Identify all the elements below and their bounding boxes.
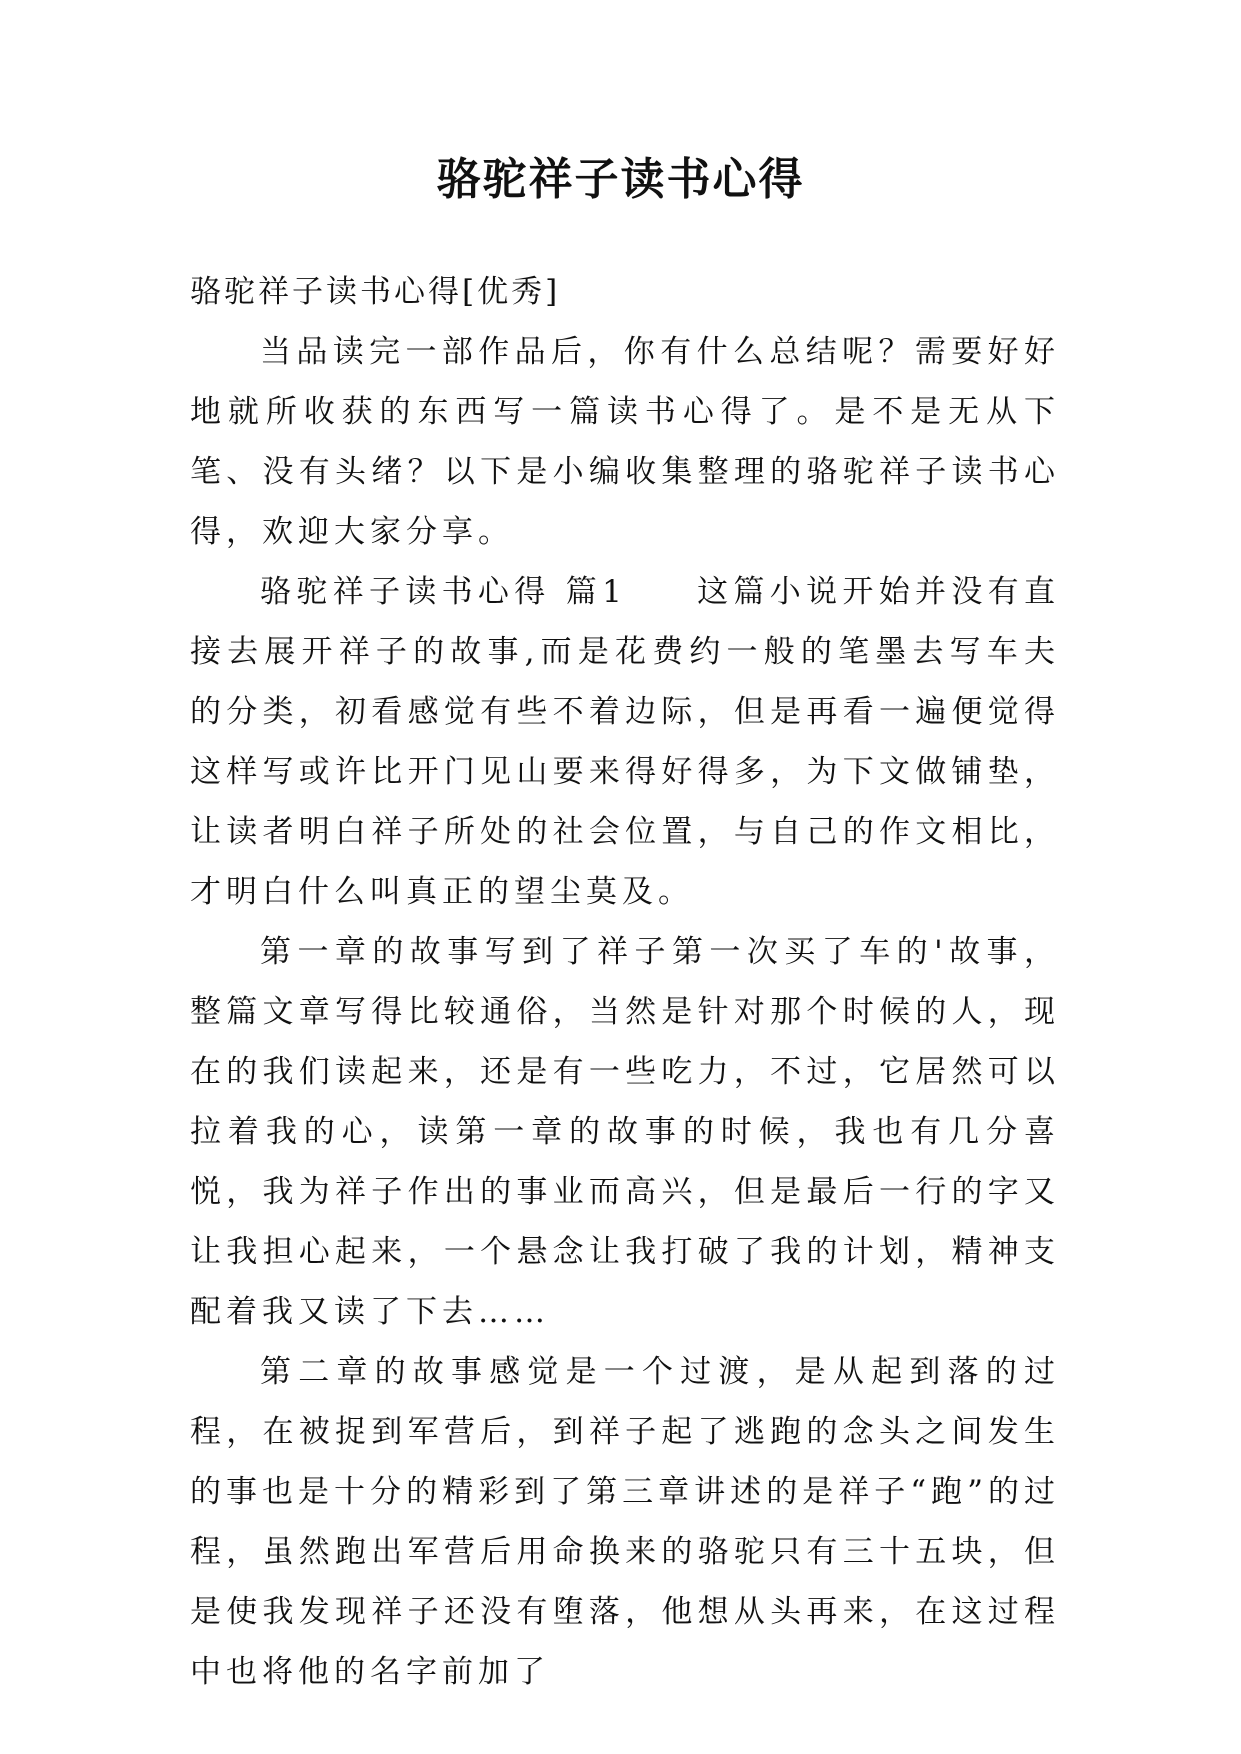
document-subtitle: 骆驼祥子读书心得[优秀] — [190, 274, 561, 310]
chapter-2-paragraph: 第二章的故事感觉是一个过渡，是从起到落的过程，在被捉到军营后，到祥子起了逃跑的念头之间发生的事也是十分的精彩到了第三章讲述的是祥子“跑”的过程，虽然跑出军营后用命换来的骆驼只有三十五块，但是使我发现祥子还没有堕落，他想从头再来，在这过程中也将他的名字前加了 — [190, 1354, 1060, 1690]
section-1-paragraph — [190, 562, 1060, 922]
section-1-text: 这篇小说开始并没有直接去展开祥子的故事,而是花费约一般的笔墨去写车夫的分类，初看感觉有些不着边际，但是再看一遍便觉得这样写或许比开门见山要来得好得多，为下文做铺垫，让读者明白祥子所处的社会位置，与自己的作文相比，才明白什么叫真正的望尘莫及。 — [190, 574, 1061, 910]
document-body — [190, 262, 1060, 1702]
intro-paragraph: 当品读完一部作品后，你有什么总结呢？需要好好地就所收获的东西写一篇读书心得了。是不是无从下笔、没有头绪？以下是小编收集整理的骆驼祥子读书心得，欢迎大家分享。 — [190, 334, 1060, 550]
chapter-1-paragraph: 第一章的故事写到了祥子第一次买了车的'故事，整篇文章写得比较通俗，当然是针对那个时候的人，现在的我们读起来，还是有一些吃力，不过，它居然可以拉着我的心，读第一章的故事的时候，我也有几分喜悦，我为祥子作出的事业而高兴，但是最后一行的字又让我担心起来，一个悬念让我打破了我的计划，精神支配着我又读了下去…… — [190, 934, 1060, 1330]
document-title: 骆驼祥子读书心得 — [436, 154, 805, 205]
section-heading: 骆驼祥子读书心得 篇1 — [260, 574, 627, 610]
